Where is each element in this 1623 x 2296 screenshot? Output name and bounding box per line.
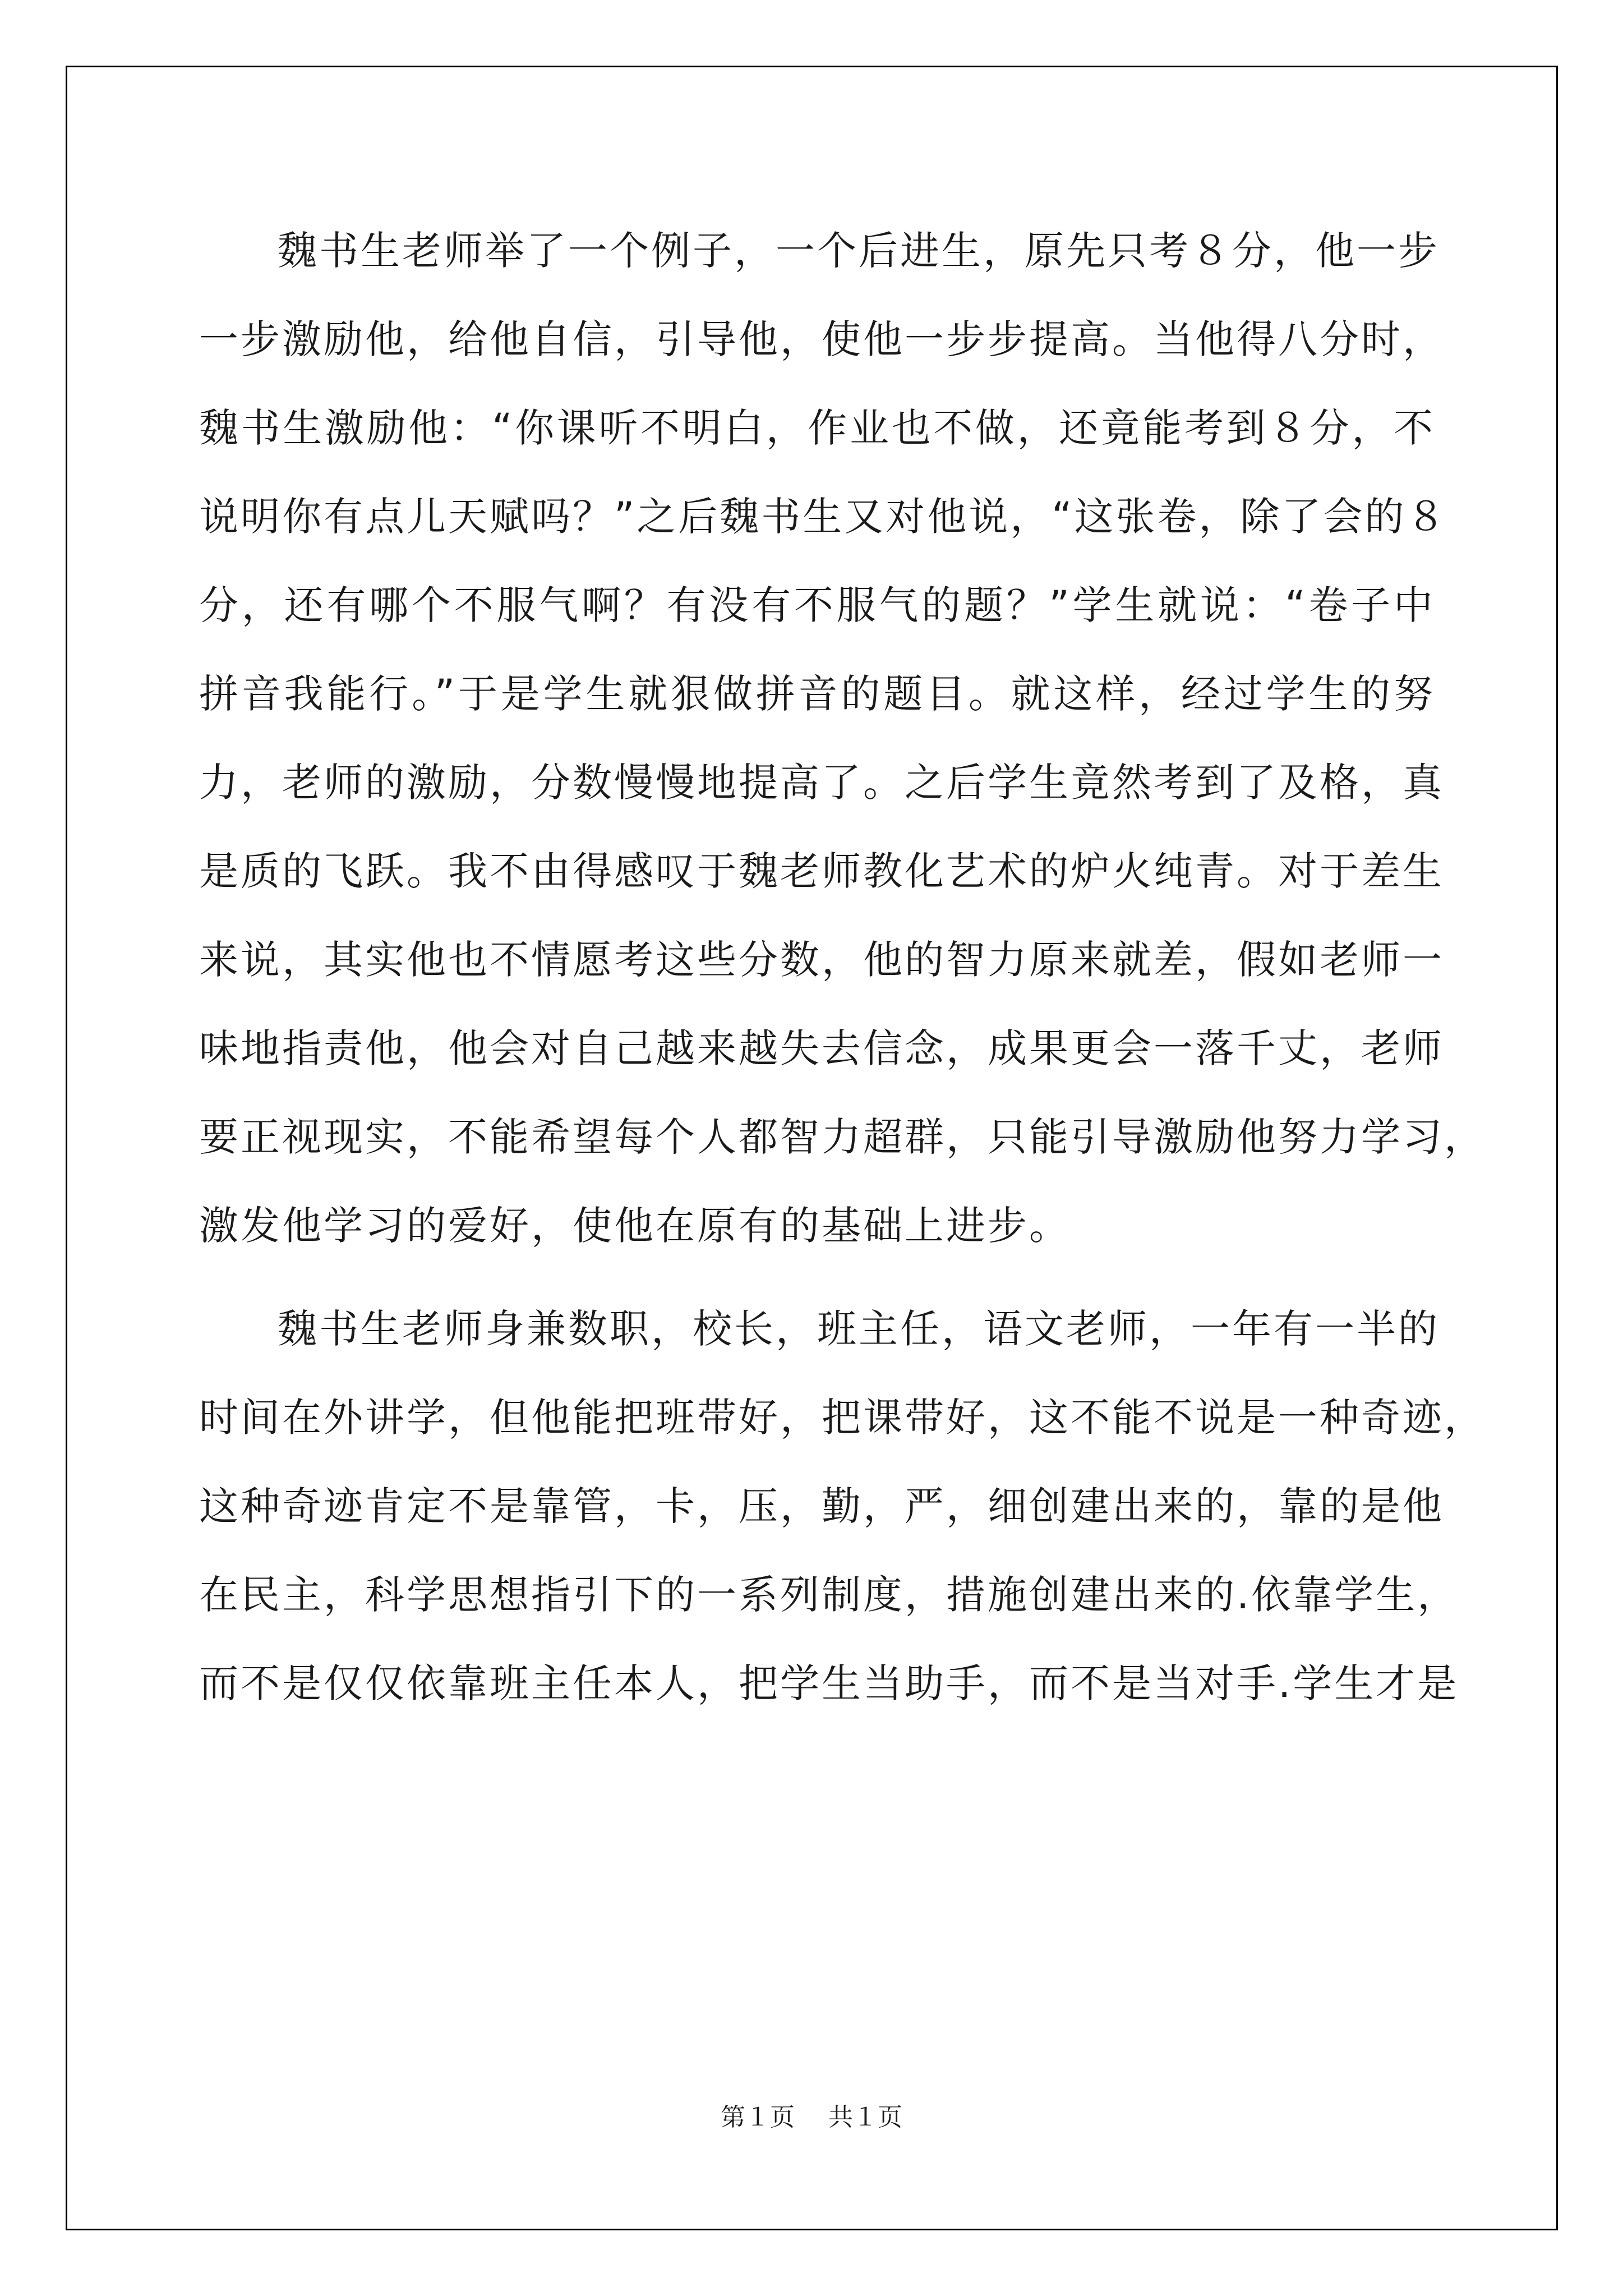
- text-line: 这种奇迹肯定不是靠管，卡，压，勤，严，细创建出来的，靠的是他: [199, 1483, 1444, 1529]
- page-footer: [0, 2097, 1623, 2133]
- page-total: 共１页: [828, 2103, 902, 2132]
- text-line: 魏书生激励他：“你课听不明白，作业也不做，还竟能考到８分，不: [199, 405, 1435, 451]
- text-line: 分，还有哪个不服气啊？有没有不服气的题？”学生就说：“卷子中: [199, 582, 1435, 628]
- text-line: 说明你有点儿天赋吗？”之后魏书生又对他说，“这张卷，除了会的８: [199, 494, 1448, 540]
- text-line: 魏书生老师举了一个例子，一个后进生，原先只考８分，他一步: [278, 228, 1440, 274]
- paragraph: [199, 206, 1486, 1270]
- text-line: 是质的飞跃。我不由得感叹于魏老师教化艺术的炉火纯青。对于差生: [199, 848, 1444, 894]
- text-line: 而不是仅仅依靠班主任本人，把学生当助手，而不是当对手.学生才是: [199, 1660, 1459, 1706]
- document-body: [199, 206, 1486, 1728]
- paragraph: [199, 1285, 1486, 1728]
- text-line: 时间在外讲学，但他能把班带好，把课带好，这不能不说是一种奇迹，: [199, 1395, 1486, 1441]
- text-line: 激发他学习的爱好，使他在原有的基础上进步。: [199, 1203, 1071, 1249]
- paragraph-spacer: [199, 1270, 1435, 1285]
- text-line: 拼音我能行。”于是学生就狠做拼音的题目。就这样，经过学生的努: [199, 671, 1435, 717]
- text-line: 味地指责他，他会对自己越来越失去信念，成果更会一落千丈，老师: [199, 1025, 1444, 1071]
- text-line: 力，老师的激励，分数慢慢地提高了。之后学生竟然考到了及格，真: [199, 760, 1444, 806]
- text-line: 在民主，科学思想指引下的一系列制度，措施创建出来的.依靠学生，: [199, 1572, 1459, 1618]
- text-line: 魏书生老师身兼数职，校长，班主任，语文老师，一年有一半的: [278, 1306, 1440, 1352]
- page-number: 第１页: [721, 2103, 795, 2132]
- text-line: 来说，其实他也不情愿考这些分数，他的智力原来就差，假如老师一: [199, 937, 1444, 983]
- text-line: 一步激励他，给他自信，引导他，使他一步步提高。当他得八分时，: [199, 316, 1444, 362]
- text-line: 要正视现实，不能希望每个人都智力超群，只能引导激励他努力学习，: [199, 1114, 1486, 1160]
